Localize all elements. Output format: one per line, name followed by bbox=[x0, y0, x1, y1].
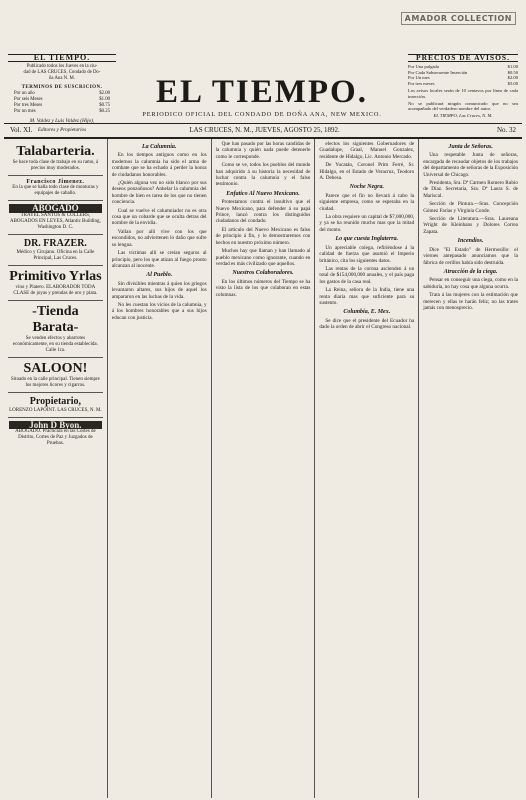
ad-text: vino y Platero. ELABORADOR TODA CLASE de joyas y prendas de oro y plata. bbox=[13, 284, 98, 296]
article-paragraph: La obra requiere un capital de $7,000,000, y ya se ha reunido mucho mas que la mitad del monto. bbox=[319, 214, 415, 233]
article-paragraph: Parece que el fin no llevará á cabo la siguiente empresa, como se esperaba en la ciudad. bbox=[319, 192, 415, 212]
ad-text: Se hace toda clase de trabajo en su ramo, á precios muy moderados. bbox=[12, 160, 99, 171]
article-heading: Incendios. bbox=[457, 238, 484, 245]
ad-block bbox=[8, 141, 103, 176]
editors-role: Editores y Propietarios bbox=[37, 127, 87, 133]
ad-text: En la que se halla todo clase de monturas y equipajes de caballo. bbox=[12, 185, 99, 197]
ad-heading: Francisco Jimenez. bbox=[26, 179, 85, 185]
terms-title: TERMINOS DE SUSCRICION. bbox=[21, 85, 103, 90]
ad-text: Se venden efectos y abarrotes económicamente, en su tienda establecida. Calle 1ra. bbox=[12, 335, 98, 353]
article-paragraph: No les cuestan los vicios de la calumnia, y á los hombres honorables que a sus hijos educan con justicia. bbox=[111, 301, 207, 321]
issue-number: No. 32 bbox=[496, 126, 516, 134]
left-ear-line: dad de LAS CRUCES, Condado de Do- bbox=[23, 70, 101, 75]
editors: M. Valdez y Luis Valdez (Hijo), bbox=[29, 118, 95, 124]
rate-label: Por Un mes bbox=[408, 75, 430, 81]
article-heading: Nuestros Colaboradores. bbox=[232, 270, 294, 277]
ad-heading: -Tienda Barata- bbox=[32, 303, 79, 335]
ad-text: Situado en la calle principal. Tienen siempre los mejores licores y cigarros. bbox=[10, 376, 100, 388]
newspaper-subtitle: PERIODICO OFICIAL DEL CONDADO DE DOÑA ANA, NEW MEXICO. bbox=[142, 111, 382, 118]
article-paragraph: Vallan por allí vive con los que escondidos, no adviertenen lo daño que sufre su lengua. bbox=[111, 228, 207, 248]
rate-label: Por Cada Subsecuente Inserción bbox=[408, 69, 468, 75]
ad-block bbox=[8, 266, 103, 301]
article-heading: Noche Negra. bbox=[349, 184, 384, 191]
term-row bbox=[8, 109, 116, 115]
article-paragraph: Protestamos contra el insultivo que el Nuevo Mexicano, para defender á su papá Prince, lanzó contra los distinguidos ciudadanos del condado. bbox=[215, 199, 311, 225]
ad-block bbox=[8, 235, 103, 266]
volume-bar bbox=[4, 123, 522, 134]
ad-heading: Primitivo Yrlas bbox=[9, 268, 102, 284]
ad-heading: John D Byon. bbox=[9, 421, 102, 429]
term-label: Por un mes bbox=[14, 109, 36, 114]
ad-block bbox=[8, 176, 103, 201]
right-ear-box bbox=[408, 54, 518, 119]
article-paragraph: Una respetable Junta de señoras, encargada de recaudar objetos de los trabajos del departamento de señoras de la Exposición Universal de Chicago. bbox=[423, 152, 518, 178]
article-paragraph: electos los siguientes Gobernadores de Guadalupe, Graal, Manuel Gonzalez, residente de Hidalgo, Lic. Antonio Mercado. bbox=[319, 141, 415, 160]
ad-text: LORENZO LAPOINT. LAS CRUCES, N. M. bbox=[9, 407, 102, 413]
volume-number: Vol. XI. bbox=[10, 126, 33, 134]
column-2 bbox=[108, 139, 212, 798]
right-ear-title: PRECIOS DE AVISOS. bbox=[408, 54, 518, 62]
term-value: $2.00 bbox=[99, 91, 110, 96]
rate-row bbox=[408, 81, 518, 87]
column-4 bbox=[315, 139, 419, 798]
collection-stamp: AMADOR COLLECTION bbox=[401, 12, 516, 25]
article-paragraph: Que han pasado por las horas candidas de la calumnia y quién nada puede detenerle como le corresponde. bbox=[215, 141, 311, 160]
column-5 bbox=[419, 139, 522, 798]
newspaper-title: EL TIEMPO. bbox=[156, 74, 368, 110]
left-ear-box bbox=[8, 54, 116, 133]
article-paragraph: Se dice que el presidente del Ecuador ha dado la orden de abrir el Congreso nacional. bbox=[319, 317, 415, 331]
article-heading: Atracción de la ciega. bbox=[443, 268, 498, 275]
term-label: Por tres Meses bbox=[14, 103, 43, 108]
article-paragraph: Las rentas de la corona ascienden á un total de $154,000,000 anuales, y el país paga los gastos de la casa real. bbox=[319, 265, 415, 285]
article-paragraph: La Reina, señora de la India, tiene una renta diaria mas que suficiente para su sustento. bbox=[319, 287, 415, 306]
rate-value: $5.00 bbox=[507, 81, 518, 87]
ad-text: TRAYEL SANTOS & COLLERS, ABOGADOS EN LEYES, Atlantic Building, Washington D. C. bbox=[9, 212, 101, 230]
article-heading: Columbia, E. Mex. bbox=[343, 309, 391, 316]
column-3 bbox=[212, 139, 316, 798]
article-paragraph: Pensar en conseguir una ciega, como en la sabiduría, no hay cosa que alguna ocurra. bbox=[423, 277, 518, 290]
article-heading: Junta de Señoras. bbox=[448, 144, 493, 150]
left-ear-title: EL TIEMPO. bbox=[8, 54, 116, 62]
article-paragraph: Cual se vuelve el calumniador no es otra cosa que un cobarde que se oculta detras del nombre de la envidia. bbox=[111, 207, 207, 227]
ad-text: Médico y Cirujano. Oficina en la Calle Principal, Las Cruces. bbox=[16, 249, 95, 261]
article-paragraph: Trata á las mujeres con la estimación que merecen y ellas te harán feliz; no las trates jamás con menosprecio. bbox=[423, 292, 518, 311]
term-label: Por seis Meses bbox=[14, 97, 43, 102]
left-ear-line: Publicado todos los Jueves en la ciu- bbox=[26, 64, 98, 69]
ad-text: ABOGADO. Practicará en las Cortes de Distrito, Cortes de Paz y Juzgados de Pruebas. bbox=[15, 429, 96, 447]
article-paragraph: Como se ve, todos los pueblos del mundo han adquirido á su historia la necesidad de luchar contra la calumnia y el falso testimonio. bbox=[215, 162, 311, 188]
ad-block bbox=[8, 201, 103, 234]
left-ear-line: ña Ana N. M. bbox=[49, 76, 75, 81]
article-heading: Al Pueblo. bbox=[146, 272, 173, 279]
rate-value: $0.50 bbox=[507, 69, 518, 75]
ad-block bbox=[8, 301, 103, 358]
article-paragraph: Sección de Pintura.—Sras. Concepción Gómez Farías y Virginia Conde. bbox=[423, 201, 518, 214]
article-paragraph: Sin divisibles mientras á quien los griegos levantaron altares, sus hijos de aquel los ampararon en las luchas de la vida. bbox=[111, 280, 207, 300]
article-paragraph: En los tiempos antiguos como en los modernos la calumnia ha sido el arma de combate que se ha echado á perder la honra de ciudadanos honorables. bbox=[111, 152, 207, 178]
article-heading: La Calumnia. bbox=[142, 144, 177, 150]
article-heading: Enfatico Al Nuevo Mexicano. bbox=[226, 190, 300, 197]
article-heading: Lo que cuesta Inglaterra. bbox=[335, 236, 399, 243]
right-ear-footer: EL TIEMPO, Las Cruces, N. M. bbox=[433, 113, 493, 119]
ad-heading: SALOON! bbox=[23, 360, 88, 376]
article-paragraph: Un apreciable colega, refiriéndose á la calidad de fuerza que asumió el Imperio británico, cita los siguientes datos. bbox=[319, 244, 415, 264]
term-value: $0.75 bbox=[99, 103, 110, 108]
columns bbox=[4, 139, 522, 798]
term-label: Por un año bbox=[14, 91, 35, 96]
rate-note: No se publicará ningún comunicado que no sea acompañado del verdadero nombre del autor. bbox=[408, 100, 518, 112]
rate-value: $2.00 bbox=[507, 75, 518, 81]
ad-block bbox=[8, 393, 103, 418]
column-1-ads bbox=[4, 139, 108, 798]
masthead bbox=[4, 0, 522, 139]
ad-block bbox=[8, 358, 103, 393]
article-paragraph: Dice "El Estado" de Hermosillo: el viernes antepasado anunciamos que la fábrica de cerillos había sido destruida. bbox=[423, 246, 518, 266]
article-paragraph: El articulo del Nuevo Mexicano es falso de principio á fin, y lo demostraremos con hechos en nuestro próximo número. bbox=[215, 226, 311, 246]
article-paragraph: ¿Quién alguna vez no sido blanco por sus deseos ponzoñosos? Anhelar la calumnia del hombre de bien es tarea de los que no tienen conciencia. bbox=[111, 180, 207, 206]
ad-heading: Talabarteria. bbox=[16, 144, 95, 159]
ad-heading: ABOGADO bbox=[9, 204, 102, 212]
ad-heading: Propietario, bbox=[29, 395, 81, 407]
article-paragraph: Sección de Literatura.—Sras. Laureana Wright de Kleinhans y Dolores Correa Zapata. bbox=[423, 216, 518, 235]
rate-note: Los avisos locales serán de 10 centavos por línea de cada inserción. bbox=[408, 87, 518, 99]
term-value: $1.00 bbox=[99, 97, 110, 102]
ad-heading: DR. FRAZER. bbox=[23, 237, 87, 249]
article-paragraph: Presidenta, Sra. Dª Carmen Romero Rubio de Díaz. Secretaria, Sra. Dª Laura S. de Mariscal. bbox=[423, 180, 518, 199]
dateline: LAS CRUCES, N. M., JUEVES, AGOSTO 25, 1892. bbox=[189, 126, 340, 134]
term-value: $0.25 bbox=[99, 109, 110, 114]
article-paragraph: Muchos hay que llaman y han llamado al pueblo mexicano como ignorante, cuando en verdad es más civilizado que aquellos. bbox=[215, 248, 311, 267]
article-paragraph: Las víctimas allí se creían seguros al principio, pero los que atizan al fuego pronto alcanzan al inocente. bbox=[111, 250, 207, 269]
article-paragraph: En los últimos números del Tiempo se ha visto la lista de los que colaboran en estas columnas. bbox=[215, 278, 311, 298]
rate-value: $1.00 bbox=[507, 63, 518, 69]
rate-label: Por Una pulgada bbox=[408, 63, 439, 69]
rate-label: Por tres meses bbox=[408, 81, 435, 87]
article-paragraph: De Yucatán, Coronel Prim Ferré, Sr. Hidalgo, en el Estado de Veracruz, Teodoro A. Dehesa. bbox=[319, 162, 415, 182]
title-block bbox=[122, 74, 402, 118]
ad-block bbox=[8, 418, 103, 450]
